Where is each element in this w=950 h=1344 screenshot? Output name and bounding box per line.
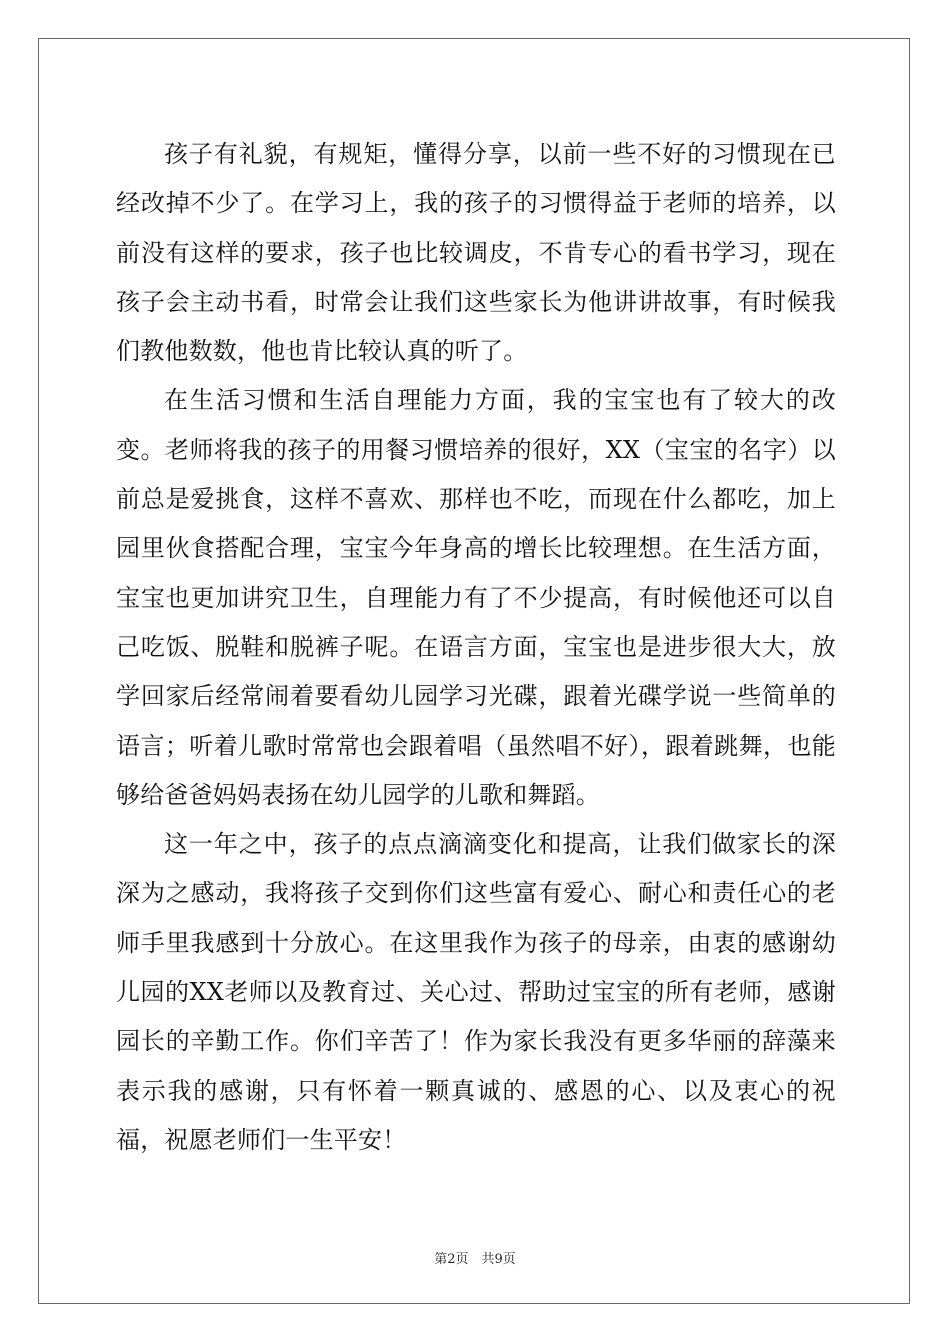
- page-number-footer: 第2页 共9页: [434, 1252, 516, 1267]
- paragraph-1: 孩子有礼貌，有规矩，懂得分享，以前一些不好的习惯现在已经改掉不少了。在学习上，我的孩子的习惯得益于老师的培养，以前没有这样的要求，孩子也比较调皮，不肯专心的看书学习，现在孩子会主动书看，时常会让我们这些家长为他讲讲故事，有时候我们教他数数，他也肯比较认真的听了。: [116, 140, 836, 366]
- document-body: [116, 130, 836, 1165]
- paragraph-3: 这一年之中，孩子的点点滴滴变化和提高，让我们做家长的深深为之感动，我将孩子交到你们这些富有爱心、耐心和责任心的老师手里我感到十分放心。在这里我作为孩子的母亲，由衷的感谢幼儿园的XX老师以及教育过、关心过、帮助过宝宝的所有老师，感谢园长的辛勤工作。你们辛苦了！作为家长我没有更多华丽的辞藻来表示我的感谢，只有怀着一颗真诚的、感恩的心、以及衷心的祝福，祝愿老师们一生平安！: [116, 830, 836, 1154]
- paragraph-2: 在生活习惯和生活自理能力方面，我的宝宝也有了较大的改变。老师将我的孩子的用餐习惯培养的很好，XX（宝宝的名字）以前总是爱挑食，这样不喜欢、那样也不吃，而现在什么都吃，加上园里伙食搭配合理，宝宝今年身高的增长比较理想。在生活方面，宝宝也更加讲究卫生，自理能力有了不少提高，有时候他还可以自己吃饭、脱鞋和脱裤子呢。在语言方面，宝宝也是进步很大大，放学回家后经常闹着要看幼儿园学习光碟，跟着光碟学说一些简单的语言；听着儿歌时常常也会跟着唱（虽然唱不好），跟着跳舞，也能够给爸爸妈妈表扬在幼儿园学的儿歌和舞蹈。: [116, 386, 836, 809]
